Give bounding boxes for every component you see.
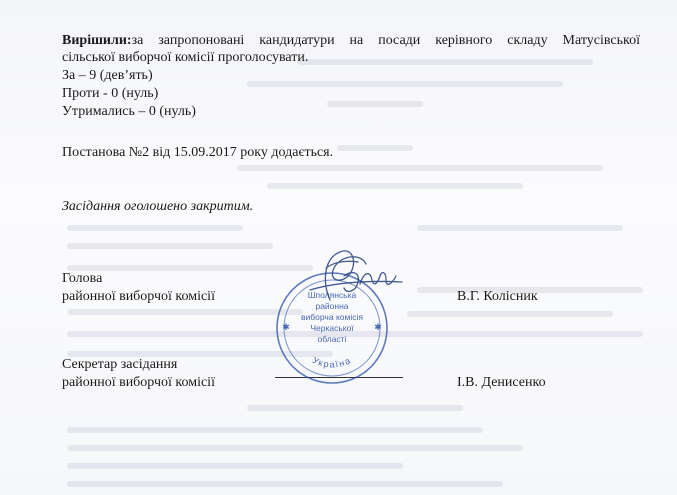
stamp-bottom-text bbox=[311, 355, 353, 370]
stamp-line-3: виборча комісія bbox=[301, 312, 363, 322]
stamp-star-left-icon: ✱ bbox=[282, 322, 290, 332]
stamp-bottom-arc: Україна bbox=[310, 354, 354, 370]
chair-commission: районної виборчої комісії bbox=[62, 289, 215, 304]
chair-signature bbox=[300, 232, 410, 322]
stamp-line-1: Шполянська bbox=[307, 290, 357, 300]
meeting-closed-note: Засідання оголошено закритим. bbox=[62, 199, 254, 214]
vote-abstained: Утримались – 0 (нуль) bbox=[62, 104, 196, 119]
vote-for: За – 9 (дев’ять) bbox=[62, 68, 153, 83]
stamp-star-right-icon: ✱ bbox=[374, 322, 382, 332]
decision-text: за запропоновані кандидатури на посади керівного складу Матусівської bbox=[131, 33, 640, 48]
stamp-line-5: області bbox=[317, 334, 347, 344]
decision-paragraph bbox=[62, 32, 640, 66]
secretary-title: Секретар засідання bbox=[62, 357, 178, 372]
chair-name: В.Г. Колісник bbox=[457, 289, 538, 304]
attachment-note: Постанова №2 від 15.09.2017 року додається. bbox=[62, 145, 334, 160]
stamp-line-2: районна bbox=[315, 301, 349, 311]
decision-label: Вирішили: bbox=[62, 33, 132, 48]
decision-line-1 bbox=[62, 32, 640, 49]
vote-against: Проти - 0 (нуль) bbox=[62, 86, 159, 101]
stamp-line-4: Черкаської bbox=[310, 323, 354, 333]
secretary-name: І.В. Денисенко bbox=[457, 375, 546, 390]
secretary-commission: районної виборчої комісії bbox=[62, 375, 215, 390]
decision-line-2: сільської виборчої комісії проголосувати. bbox=[62, 50, 309, 65]
chair-title: Голова bbox=[62, 271, 103, 286]
